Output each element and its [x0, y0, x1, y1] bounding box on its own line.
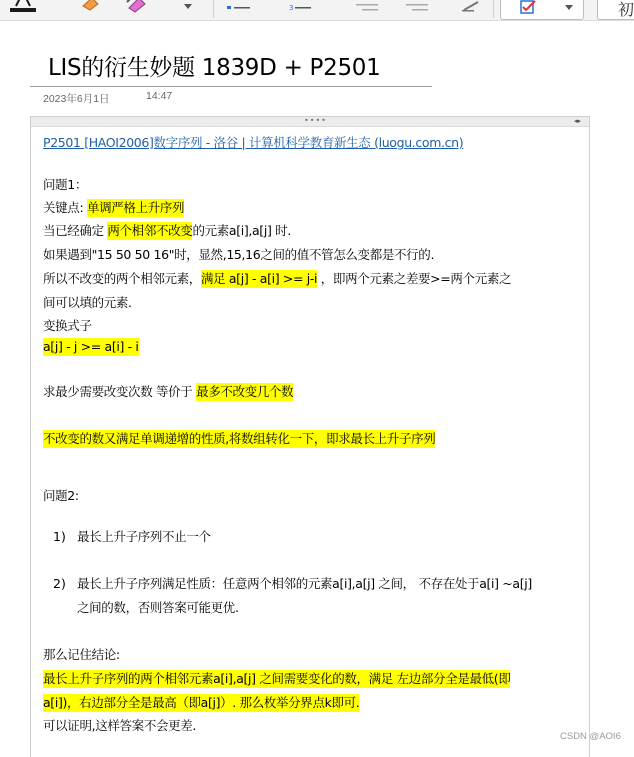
adjacent-line-prefix: 当已经确定: [43, 223, 108, 238]
keypoint-line: [43, 198, 184, 217]
condition-suffix: ，即两个元素之差要>=两个元素之: [317, 271, 512, 286]
list-number-2: 2): [53, 576, 66, 591]
min-changes-highlight: 最多不改变几个数: [196, 384, 294, 399]
lis-conversion-line: [43, 429, 435, 448]
condition-line: [43, 269, 511, 288]
formula-highlight: a[j] - j >= a[i] - i: [43, 339, 139, 354]
transform-label: 变换式子: [43, 318, 92, 333]
page-time: 14:47: [146, 90, 173, 102]
list-number-1: 1): [53, 529, 66, 544]
decrease-indent-icon[interactable]: [352, 0, 382, 16]
title-underline: [30, 86, 432, 87]
list-item-2: 最长上升子序列满足性质：任意两个相邻的元素a[i],a[j] 之间， 不存在处于a[i] ~a[j]: [77, 576, 532, 591]
tag-dropdown[interactable]: [500, 0, 584, 20]
conclusion-highlight-1: 最长上升子序列的两个相邻元素a[i],a[j] 之间需要变化的数，满足 左边部分全是最低(即: [43, 671, 511, 686]
keypoint-label: 关键点:: [43, 200, 87, 215]
condition-highlight: 满足 a[j] - a[i] >= j-i: [200, 271, 318, 286]
page-title[interactable]: LIS的衍生妙题 1839D + P2501: [48, 55, 381, 81]
styles-glyph: 初: [618, 0, 634, 19]
toolbar-divider: [493, 0, 494, 18]
csdn-watermark: CSDN @AOI6: [560, 731, 621, 742]
list-item-1: 最长上升子序列不止一个: [77, 529, 211, 544]
chevron-down-icon: [565, 5, 573, 10]
conclusion-line-2: [43, 693, 359, 712]
min-changes-prefix: 求最少需要改变次数 等价于: [43, 384, 197, 399]
min-changes-line: [43, 382, 293, 401]
page-date: 2023年6月1日: [43, 93, 110, 105]
list-item-2-continuation: 之间的数，否则答案可能更优.: [77, 600, 239, 615]
font-color-icon[interactable]: [8, 0, 38, 16]
condition-continuation: 间可以填的元素.: [43, 295, 132, 310]
formula-line: [43, 337, 139, 356]
conclusion-highlight-2: a[i])，右边部分全是最高（即a[j]）. 那么枚举分界点k即可.: [43, 695, 360, 710]
adjacent-line-suffix: 的元素a[i],a[j] 时.: [192, 223, 291, 238]
condition-prefix: 所以不改变的两个相邻元素，: [43, 271, 201, 286]
bullet-list-icon[interactable]: [224, 0, 254, 16]
adjacent-highlight: 两个相邻不改变: [107, 223, 193, 238]
styles-button[interactable]: [597, 0, 634, 20]
todo-checkbox-icon: [519, 0, 539, 15]
increase-indent-icon[interactable]: [402, 0, 432, 16]
example-line: 如果遇到"15 50 50 16"时，显然,15,16之间的值不管怎么变都是不行的.: [43, 247, 435, 262]
chevron-down-icon[interactable]: [184, 4, 192, 9]
svg-text:3: 3: [289, 4, 294, 12]
problem-link-line: [43, 133, 463, 152]
drag-grip-icon: ••••: [304, 116, 327, 125]
container-drag-handle[interactable]: [31, 117, 589, 127]
eraser-icon[interactable]: [80, 0, 100, 16]
question2-heading: 问题2:: [43, 488, 79, 503]
toolbar-divider: [213, 0, 214, 18]
clear-formatting-icon[interactable]: [458, 0, 484, 16]
conclusion-label: 那么记住结论:: [43, 647, 120, 662]
lis-conversion-highlight: 不改变的数又满足单调递增的性质,将数组转化一下，即求最长上升子序列: [43, 431, 436, 446]
keypoint-highlight: 单调严格上升序列: [86, 200, 185, 215]
proof-line: 可以证明,这样答案不会更差.: [43, 718, 197, 733]
highlighter-icon[interactable]: [125, 0, 151, 16]
conclusion-line-1: [43, 669, 510, 688]
numbered-list-icon[interactable]: [285, 0, 315, 16]
resize-arrows-icon[interactable]: ◂▸: [574, 117, 582, 125]
ribbon-toolbar: [0, 0, 634, 21]
adjacent-line: [43, 221, 291, 240]
question1-heading: 问题1：: [43, 177, 88, 192]
problem-link[interactable]: P2501 [HAOI2006]数字序列 - 洛谷 | 计算机科学教育新生态 (luogu.com.cn): [43, 135, 464, 150]
